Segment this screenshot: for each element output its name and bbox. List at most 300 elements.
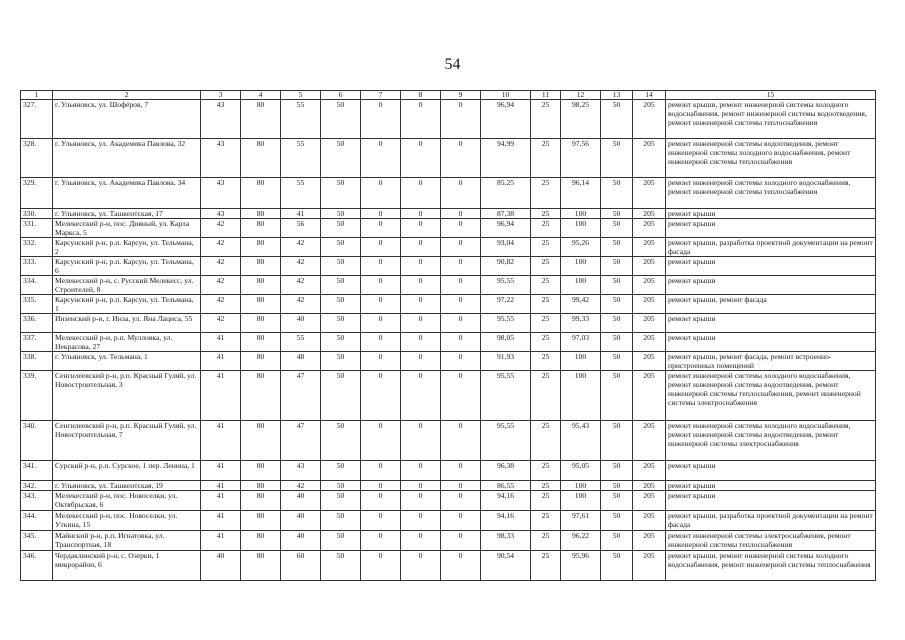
value-cell: 94,16: [481, 491, 531, 511]
value-cell: 41: [201, 461, 241, 481]
works-cell: ремонт крыши: [666, 461, 876, 481]
value-cell: 25: [531, 219, 561, 238]
value-cell: 80: [241, 100, 281, 139]
value-cell: 25: [531, 139, 561, 178]
value-cell: 80: [241, 295, 281, 314]
value-cell: 0: [441, 491, 481, 511]
value-cell: 50: [601, 421, 633, 461]
value-cell: 95,55: [481, 421, 531, 461]
value-cell: 50: [601, 100, 633, 139]
value-cell: 41: [281, 209, 321, 219]
row-number: 329.: [21, 178, 53, 209]
value-cell: 100: [561, 352, 601, 371]
works-cell: ремонт крыши: [666, 209, 876, 219]
value-cell: 25: [531, 238, 561, 257]
value-cell: 43: [201, 100, 241, 139]
works-cell: ремонт инженерной системы холодного водоснабжения, ремонт инженерной системы теплоснабжения: [666, 178, 876, 209]
value-cell: 100: [561, 481, 601, 491]
value-cell: 100: [561, 371, 601, 421]
value-cell: 205: [633, 139, 666, 178]
works-cell: ремонт крыши, ремонт инженерной системы холодного водоснабжения, ремонт инженерной системы водоотведения, ремонт инженерной системы теплоснабжения: [666, 100, 876, 139]
value-cell: 42: [201, 219, 241, 238]
row-number: 333.: [21, 257, 53, 276]
value-cell: 205: [633, 295, 666, 314]
row-number: 327.: [21, 100, 53, 139]
value-cell: 41: [201, 481, 241, 491]
value-cell: 205: [633, 178, 666, 209]
address-cell: г. Ульяновск, ул. Шофёров, 7: [53, 100, 201, 139]
value-cell: 87,38: [481, 209, 531, 219]
value-cell: 50: [321, 333, 361, 352]
value-cell: 0: [401, 100, 441, 139]
table-row: [21, 531, 876, 551]
value-cell: 50: [321, 238, 361, 257]
value-cell: 42: [201, 257, 241, 276]
table-row: [21, 314, 876, 333]
page-number: 54: [444, 56, 461, 73]
works-cell: ремонт крыши: [666, 314, 876, 333]
address-cell: Мелекесский р-н, пос. Новоселки, ул. Октябрьская, 6: [53, 491, 201, 511]
value-cell: 50: [321, 421, 361, 461]
table-row: [21, 481, 876, 491]
value-cell: 50: [601, 257, 633, 276]
value-cell: 94,99: [481, 139, 531, 178]
value-cell: 205: [633, 333, 666, 352]
value-cell: 55: [281, 139, 321, 178]
value-cell: 50: [321, 178, 361, 209]
value-cell: 205: [633, 371, 666, 421]
value-cell: 0: [401, 352, 441, 371]
value-cell: 91,93: [481, 352, 531, 371]
value-cell: 95,26: [561, 238, 601, 257]
value-cell: 0: [441, 178, 481, 209]
value-cell: 50: [601, 371, 633, 421]
column-header: 13: [601, 91, 633, 100]
value-cell: 25: [531, 461, 561, 481]
row-number: 335.: [21, 295, 53, 314]
works-cell: ремонт крыши, ремонт фасада: [666, 295, 876, 314]
value-cell: 86,55: [481, 481, 531, 491]
value-cell: 0: [401, 276, 441, 295]
value-cell: 0: [441, 276, 481, 295]
value-cell: 25: [531, 314, 561, 333]
value-cell: 42: [201, 276, 241, 295]
value-cell: 0: [441, 333, 481, 352]
value-cell: 50: [321, 371, 361, 421]
value-cell: 0: [361, 238, 401, 257]
value-cell: 97,56: [561, 139, 601, 178]
value-cell: 0: [401, 257, 441, 276]
value-cell: 98,25: [561, 100, 601, 139]
value-cell: 50: [321, 491, 361, 511]
value-cell: 0: [441, 257, 481, 276]
works-cell: ремонт крыши, разработка проектной документации на ремонт фасада: [666, 238, 876, 257]
value-cell: 0: [441, 511, 481, 531]
value-cell: 80: [241, 276, 281, 295]
value-cell: 42: [281, 295, 321, 314]
value-cell: 0: [441, 295, 481, 314]
value-cell: 0: [441, 219, 481, 238]
value-cell: 25: [531, 295, 561, 314]
row-number: 342.: [21, 481, 53, 491]
value-cell: 205: [633, 511, 666, 531]
value-cell: 50: [321, 257, 361, 276]
value-cell: 25: [531, 100, 561, 139]
value-cell: 95,43: [561, 421, 601, 461]
value-cell: 50: [601, 276, 633, 295]
value-cell: 0: [361, 209, 401, 219]
value-cell: 42: [281, 238, 321, 257]
table-row: [21, 551, 876, 581]
value-cell: 93,04: [481, 238, 531, 257]
row-number: 341.: [21, 461, 53, 481]
value-cell: 0: [441, 209, 481, 219]
value-cell: 50: [321, 481, 361, 491]
value-cell: 80: [241, 314, 281, 333]
value-cell: 205: [633, 314, 666, 333]
row-number: 334.: [21, 276, 53, 295]
value-cell: 97,61: [561, 511, 601, 531]
value-cell: 0: [401, 219, 441, 238]
value-cell: 0: [361, 314, 401, 333]
works-cell: ремонт крыши, ремонт фасада, ремонт встроенно-пристроенных помещений: [666, 352, 876, 371]
value-cell: 90,54: [481, 551, 531, 581]
value-cell: 96,14: [561, 178, 601, 209]
value-cell: 205: [633, 238, 666, 257]
value-cell: 43: [201, 209, 241, 219]
value-cell: 50: [601, 314, 633, 333]
works-cell: ремонт крыши: [666, 491, 876, 511]
value-cell: 0: [361, 371, 401, 421]
value-cell: 98,05: [481, 333, 531, 352]
value-cell: 100: [561, 209, 601, 219]
value-cell: 99,42: [561, 295, 601, 314]
table-row: [21, 371, 876, 421]
value-cell: 0: [401, 421, 441, 461]
value-cell: 0: [401, 481, 441, 491]
row-number: 339.: [21, 371, 53, 421]
value-cell: 205: [633, 209, 666, 219]
value-cell: 205: [633, 481, 666, 491]
value-cell: 0: [401, 139, 441, 178]
row-number: 343.: [21, 491, 53, 511]
value-cell: 42: [281, 276, 321, 295]
value-cell: 205: [633, 491, 666, 511]
value-cell: 80: [241, 352, 281, 371]
value-cell: 90,82: [481, 257, 531, 276]
value-cell: 0: [441, 352, 481, 371]
works-cell: ремонт инженерной системы водоотведения, ремонт инженерной системы холодного водоснабжения, ремонт инженерной системы теплоснабжения: [666, 139, 876, 178]
row-number: 346.: [21, 551, 53, 581]
value-cell: 25: [531, 491, 561, 511]
value-cell: 80: [241, 531, 281, 551]
value-cell: 42: [201, 314, 241, 333]
value-cell: 0: [361, 295, 401, 314]
address-cell: г. Ульяновск, ул. Академика Павлова, 32: [53, 139, 201, 178]
column-header: 12: [561, 91, 601, 100]
value-cell: 0: [401, 295, 441, 314]
value-cell: 0: [361, 352, 401, 371]
value-cell: 50: [601, 219, 633, 238]
value-cell: 40: [281, 511, 321, 531]
column-header: 15: [666, 91, 876, 100]
value-cell: 47: [281, 421, 321, 461]
address-cell: Сенгилеевский р-н, р.п. Красный Гуляй, ул. Новостроительная, 3: [53, 371, 201, 421]
value-cell: 40: [281, 491, 321, 511]
value-cell: 25: [531, 531, 561, 551]
value-cell: 25: [531, 371, 561, 421]
value-cell: 25: [531, 481, 561, 491]
capital-repair-table: [20, 90, 876, 581]
value-cell: 50: [601, 551, 633, 581]
row-number: 336.: [21, 314, 53, 333]
value-cell: 0: [401, 511, 441, 531]
value-cell: 50: [601, 352, 633, 371]
table-row: [21, 511, 876, 531]
value-cell: 205: [633, 352, 666, 371]
works-cell: ремонт крыши: [666, 257, 876, 276]
works-cell: ремонт крыши: [666, 276, 876, 295]
value-cell: 40: [281, 314, 321, 333]
value-cell: 205: [633, 421, 666, 461]
value-cell: 0: [441, 314, 481, 333]
value-cell: 0: [361, 551, 401, 581]
value-cell: 0: [441, 238, 481, 257]
value-cell: 0: [401, 178, 441, 209]
value-cell: 0: [441, 371, 481, 421]
value-cell: 0: [361, 333, 401, 352]
table-row: [21, 178, 876, 209]
value-cell: 80: [241, 209, 281, 219]
value-cell: 50: [601, 209, 633, 219]
address-cell: Карсунский р-н, р.п. Карсун, ул. Тельмана, 6: [53, 257, 201, 276]
row-number: 345.: [21, 531, 53, 551]
works-cell: ремонт инженерной системы электроснабжения, ремонт инженерной системы теплоснабжения: [666, 531, 876, 551]
value-cell: 50: [601, 178, 633, 209]
value-cell: 85,25: [481, 178, 531, 209]
value-cell: 80: [241, 511, 281, 531]
value-cell: 0: [441, 481, 481, 491]
row-number: 328.: [21, 139, 53, 178]
row-number: 331.: [21, 219, 53, 238]
value-cell: 50: [601, 531, 633, 551]
value-cell: 96,94: [481, 219, 531, 238]
value-cell: 25: [531, 276, 561, 295]
value-cell: 50: [601, 481, 633, 491]
column-header: 11: [531, 91, 561, 100]
value-cell: 0: [361, 491, 401, 511]
value-cell: 50: [601, 511, 633, 531]
column-header: 5: [281, 91, 321, 100]
value-cell: 96,38: [481, 461, 531, 481]
value-cell: 98,33: [481, 531, 531, 551]
value-cell: 55: [281, 178, 321, 209]
value-cell: 25: [531, 551, 561, 581]
table-row: [21, 100, 876, 139]
value-cell: 0: [361, 139, 401, 178]
address-cell: г. Ульяновск, ул. Ташкентская, 19: [53, 481, 201, 491]
value-cell: 50: [321, 461, 361, 481]
column-header: 6: [321, 91, 361, 100]
value-cell: 0: [361, 257, 401, 276]
table-row: [21, 257, 876, 276]
value-cell: 80: [241, 491, 281, 511]
value-cell: 41: [201, 491, 241, 511]
address-cell: Мелекесский р-н, р.п. Мулловка, ул. Некрасова, 27: [53, 333, 201, 352]
value-cell: 40: [281, 531, 321, 551]
value-cell: 55: [281, 333, 321, 352]
value-cell: 95,96: [561, 551, 601, 581]
address-cell: Карсунский р-н, р.п. Карсун, ул. Тельмана, 1: [53, 295, 201, 314]
address-cell: Мелекесский р-н, с. Русский Мелекесс, ул. Строителей, 8: [53, 276, 201, 295]
value-cell: 80: [241, 333, 281, 352]
column-header: 10: [481, 91, 531, 100]
value-cell: 80: [241, 551, 281, 581]
row-number: 337.: [21, 333, 53, 352]
value-cell: 50: [321, 314, 361, 333]
value-cell: 95,55: [481, 276, 531, 295]
value-cell: 42: [281, 481, 321, 491]
value-cell: 25: [531, 209, 561, 219]
value-cell: 80: [241, 219, 281, 238]
table-row: [21, 139, 876, 178]
column-header: 8: [401, 91, 441, 100]
value-cell: 0: [441, 139, 481, 178]
value-cell: 25: [531, 178, 561, 209]
value-cell: 50: [321, 531, 361, 551]
row-number: 338.: [21, 352, 53, 371]
value-cell: 50: [601, 295, 633, 314]
value-cell: 0: [361, 276, 401, 295]
value-cell: 56: [281, 219, 321, 238]
value-cell: 95,55: [481, 314, 531, 333]
table-body: [21, 100, 876, 581]
column-header: 2: [53, 91, 201, 100]
address-cell: Сенгилеевский р-н, р.п. Красный Гуляй, ул. Новостроительная, 7: [53, 421, 201, 461]
address-cell: Чердаклинский р-н, с. Озерки, 1 микрорайон, 6: [53, 551, 201, 581]
value-cell: 42: [281, 257, 321, 276]
column-header: 3: [201, 91, 241, 100]
value-cell: 0: [401, 461, 441, 481]
value-cell: 94,16: [481, 511, 531, 531]
value-cell: 0: [361, 461, 401, 481]
table-row: [21, 295, 876, 314]
value-cell: 50: [321, 139, 361, 178]
value-cell: 100: [561, 276, 601, 295]
value-cell: 0: [361, 100, 401, 139]
value-cell: 96,22: [561, 531, 601, 551]
works-cell: ремонт крыши: [666, 219, 876, 238]
value-cell: 25: [531, 352, 561, 371]
header-row: [21, 91, 876, 100]
value-cell: 0: [401, 371, 441, 421]
column-header: 7: [361, 91, 401, 100]
row-number: 330.: [21, 209, 53, 219]
value-cell: 95,05: [561, 461, 601, 481]
table-row: [21, 333, 876, 352]
column-header: 9: [441, 91, 481, 100]
value-cell: 50: [321, 100, 361, 139]
works-cell: ремонт крыши: [666, 333, 876, 352]
value-cell: 205: [633, 219, 666, 238]
value-cell: 43: [281, 461, 321, 481]
value-cell: 50: [321, 209, 361, 219]
value-cell: 80: [241, 178, 281, 209]
value-cell: 60: [281, 551, 321, 581]
address-cell: Мелекесский р-н, пос. Дивный, ул. Карла Маркса, 5: [53, 219, 201, 238]
value-cell: 48: [281, 352, 321, 371]
value-cell: 50: [601, 139, 633, 178]
value-cell: 0: [361, 178, 401, 209]
value-cell: 0: [361, 481, 401, 491]
row-number: 340.: [21, 421, 53, 461]
value-cell: 42: [201, 238, 241, 257]
value-cell: 0: [441, 551, 481, 581]
value-cell: 50: [321, 352, 361, 371]
value-cell: 50: [321, 295, 361, 314]
value-cell: 0: [441, 461, 481, 481]
value-cell: 47: [281, 371, 321, 421]
value-cell: 80: [241, 139, 281, 178]
value-cell: 25: [531, 333, 561, 352]
value-cell: 50: [321, 219, 361, 238]
column-header: 1: [21, 91, 53, 100]
column-header: 14: [633, 91, 666, 100]
value-cell: 100: [561, 491, 601, 511]
value-cell: 95,55: [481, 371, 531, 421]
address-cell: г. Ульяновск, ул. Ташкентская, 17: [53, 209, 201, 219]
value-cell: 25: [531, 511, 561, 531]
value-cell: 50: [601, 461, 633, 481]
value-cell: 96,94: [481, 100, 531, 139]
value-cell: 41: [201, 511, 241, 531]
value-cell: 43: [201, 139, 241, 178]
value-cell: 0: [361, 421, 401, 461]
value-cell: 0: [361, 219, 401, 238]
address-cell: Майнский р-н, р.п. Игнатовка, ул. Транспортная, 18: [53, 531, 201, 551]
table-row: [21, 461, 876, 481]
value-cell: 25: [531, 257, 561, 276]
works-cell: ремонт крыши, ремонт инженерной системы холодного водоснабжения, ремонт инженерной системы теплоснабжения: [666, 551, 876, 581]
value-cell: 50: [601, 333, 633, 352]
address-cell: Инзенский р-н, г. Инза, ул. Яна Лациса, 55: [53, 314, 201, 333]
value-cell: 25: [531, 421, 561, 461]
value-cell: 205: [633, 531, 666, 551]
value-cell: 50: [321, 276, 361, 295]
value-cell: 50: [321, 551, 361, 581]
value-cell: 0: [401, 531, 441, 551]
value-cell: 97,22: [481, 295, 531, 314]
address-cell: Сурский р-н, р.п. Сурское, 1 пер. Ленина, 1: [53, 461, 201, 481]
address-cell: г. Ульяновск, ул. Тельмана, 1: [53, 352, 201, 371]
value-cell: 41: [201, 333, 241, 352]
value-cell: 0: [401, 551, 441, 581]
value-cell: 80: [241, 421, 281, 461]
value-cell: 0: [401, 491, 441, 511]
value-cell: 42: [201, 295, 241, 314]
value-cell: 50: [601, 491, 633, 511]
value-cell: 0: [401, 314, 441, 333]
value-cell: 0: [361, 531, 401, 551]
works-cell: ремонт инженерной системы холодного водоснабжения, ремонт инженерной системы водоотведения, ремонт инженерной системы электроснабжения: [666, 421, 876, 461]
value-cell: 41: [201, 421, 241, 461]
value-cell: 0: [401, 238, 441, 257]
value-cell: 100: [561, 257, 601, 276]
value-cell: 0: [401, 333, 441, 352]
value-cell: 41: [201, 371, 241, 421]
table-row: [21, 491, 876, 511]
address-cell: г. Ульяновск, ул. Академика Павлова, 34: [53, 178, 201, 209]
